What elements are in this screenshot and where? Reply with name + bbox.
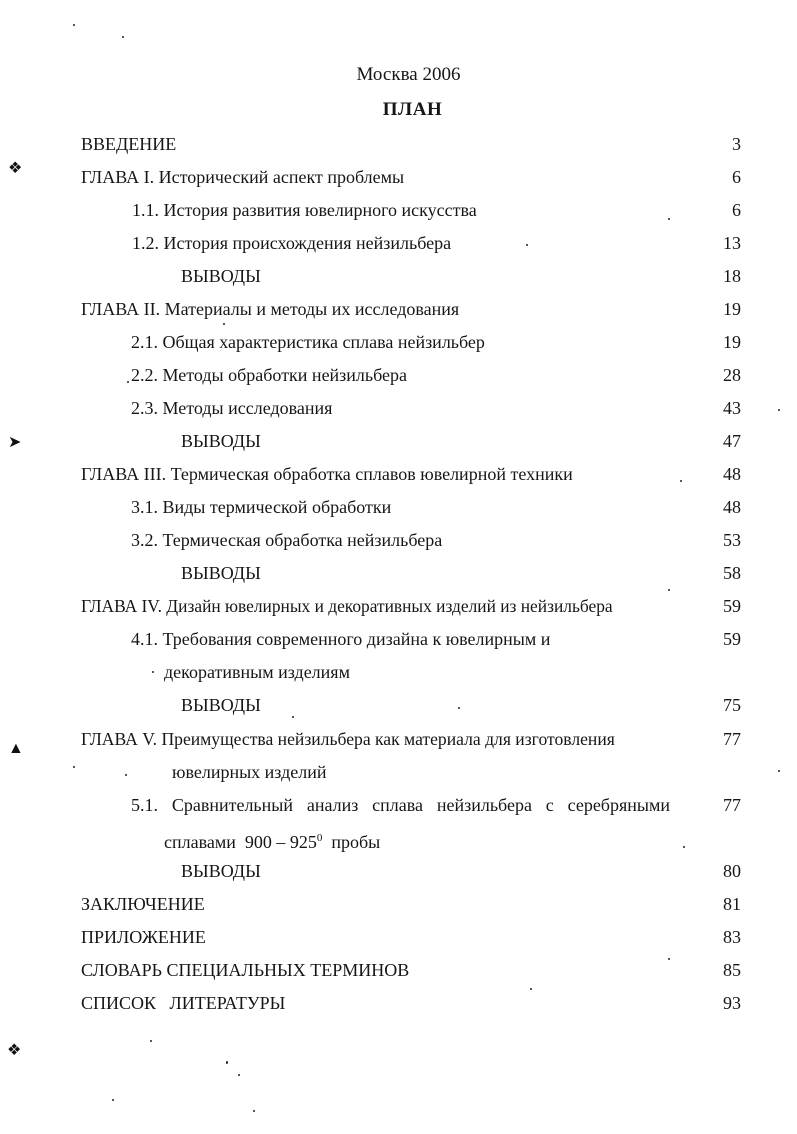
toc-entry-page: 77 [723,729,741,749]
scan-speck [530,988,532,990]
toc-entry-page: 80 [723,861,741,881]
toc-entry [0,595,797,617]
toc-entry-page: 28 [723,365,741,385]
toc-entry-page: 58 [723,563,741,583]
scan-speck [152,671,154,673]
scan-mark-icon: ❖ [7,1042,22,1059]
toc-entry [0,199,797,221]
toc-entry [0,265,797,287]
toc-entry-text: СПИСОК ЛИТЕРАТУРЫ [81,993,286,1013]
toc-entry-text: 3.1. Виды термической обработки [131,497,392,517]
toc-entry [0,232,797,254]
toc-entry-text: ГЛАВА III. Термическая обработка сплавов ювелирной техники [81,464,573,484]
toc-entry-text: 2.1. Общая характеристика сплава нейзильбер [131,332,485,352]
toc-entry [0,959,797,981]
scan-speck [683,846,685,848]
scan-speck [778,770,780,772]
toc-entry-text: ювелирных изделий [172,762,327,782]
toc-entry-page: 59 [723,596,741,616]
scan-mark-icon: ▲ [8,740,24,757]
toc-entry-page: 83 [723,927,741,947]
toc-entry-text: ВЫВОДЫ [181,266,261,286]
scan-speck [112,1099,114,1101]
toc-entry-text: ЗАКЛЮЧЕНИЕ [81,894,205,914]
toc-entry-text: декоративным изделиям [164,662,350,682]
toc-entry [0,397,797,419]
toc-entry-text: 2.2. Методы обработки нейзильбера [131,365,408,385]
toc-entry-continuation [0,661,797,683]
scan-speck [253,1110,255,1112]
scan-speck [680,480,682,482]
toc-entry-text: 3.2. Термическая обработка нейзильбера [131,530,443,550]
toc-entry [0,860,797,882]
toc-entry-text: ГЛАВА V. Преимущества нейзильбера как материала для изготовления [81,729,615,749]
toc-entry-text: 2.3. Методы исследования [131,398,333,418]
toc-entry-page: 43 [723,398,741,418]
scan-speck [668,218,670,220]
toc-entry [0,529,797,551]
toc-entry-page: 18 [723,266,741,286]
toc-entry-text: 5.1. Сравнительный анализ сплава нейзильбера с серебряными [131,795,670,815]
toc-entry-page: 75 [723,695,741,715]
scan-speck [778,409,780,411]
toc-entry [0,298,797,320]
toc-entry-text: ГЛАВА I. Исторический аспект проблемы [81,167,405,187]
toc-entry-page: 47 [723,431,741,451]
toc-entry-text: 4.1. Требования современного дизайна к ювелирным и [131,629,551,649]
toc-entry-page: 85 [723,960,741,980]
toc-entry [0,496,797,518]
scan-speck [73,24,75,26]
toc-entry-page: 81 [723,894,741,914]
toc-entry-text: СЛОВАРЬ СПЕЦИАЛЬНЫХ ТЕРМИНОВ [81,960,410,980]
scan-speck [526,244,528,246]
toc-entry-text-tail: пробы [322,832,381,852]
scan-mark-icon: ➤ [8,434,22,451]
toc-entry-page: 93 [723,993,741,1013]
toc-entry [0,794,797,816]
toc-entry-page: 13 [723,233,741,253]
toc-entry [0,628,797,650]
toc-entry-text: ВЫВОДЫ [181,431,261,451]
scan-speck [73,766,75,768]
scan-speck [127,381,129,383]
toc-entry-page: 77 [723,795,741,815]
toc-entry-text: 1.2. История происхождения нейзильбера [132,233,452,253]
toc-entry-continuation [0,761,797,783]
scan-speck [150,1040,152,1042]
toc-entry-continuation [0,827,797,852]
scan-speck [122,36,124,38]
toc-entry [0,166,797,188]
scan-speck [125,774,127,776]
page-title: ПЛАН [382,99,443,120]
toc-entry-text: ГЛАВА IV. Дизайн ювелирных и декоративных изделий из нейзильбера [81,596,613,616]
scan-speck [292,716,294,718]
toc-entry [0,728,797,750]
toc-entry-text: ВВЕДЕНИЕ [81,134,177,154]
toc-entry-text-main: сплавами 900 – 925 [164,832,317,852]
toc-entry [0,893,797,915]
toc-entry-text: 1.1. История развития ювелирного искусства [132,200,477,220]
toc-entry-page: 3 [732,134,741,154]
toc-entry-page: 6 [732,200,741,220]
toc-entry [0,331,797,353]
toc-entry-text: ВЫВОДЫ [181,861,261,881]
toc-entry-text: ГЛАВА II. Материалы и методы их исследования [81,299,460,319]
toc-entry [0,694,797,716]
scan-speck [226,1061,228,1064]
toc-entry-page: 19 [723,299,741,319]
degree-superscript: 0 [316,832,323,844]
toc-entry-text [164,827,380,853]
toc-entry-page: 48 [723,464,741,484]
toc-entry [0,926,797,948]
toc-entry-page: 19 [723,332,741,352]
scan-speck [458,707,460,709]
toc-entry [0,463,797,485]
city-year: Москва 2006 [356,64,461,85]
toc-entry-page: 48 [723,497,741,517]
toc-entry [0,430,797,452]
scan-speck [668,958,670,960]
toc-entry [0,133,797,155]
toc-entry [0,562,797,584]
scan-mark-icon: ❖ [8,160,23,177]
toc-entry-page: 6 [732,167,741,187]
toc-entry [0,364,797,386]
toc-entry-text: ВЫВОДЫ [181,563,261,583]
scan-speck [238,1074,240,1076]
toc-entry [0,992,797,1014]
toc-entry-page: 53 [723,530,741,550]
scan-speck [223,323,225,325]
toc-entry-page: 59 [723,629,741,649]
toc-entry-text: ВЫВОДЫ [181,695,261,715]
toc-entry-text: ПРИЛОЖЕНИЕ [81,927,206,947]
scan-speck [668,589,670,591]
